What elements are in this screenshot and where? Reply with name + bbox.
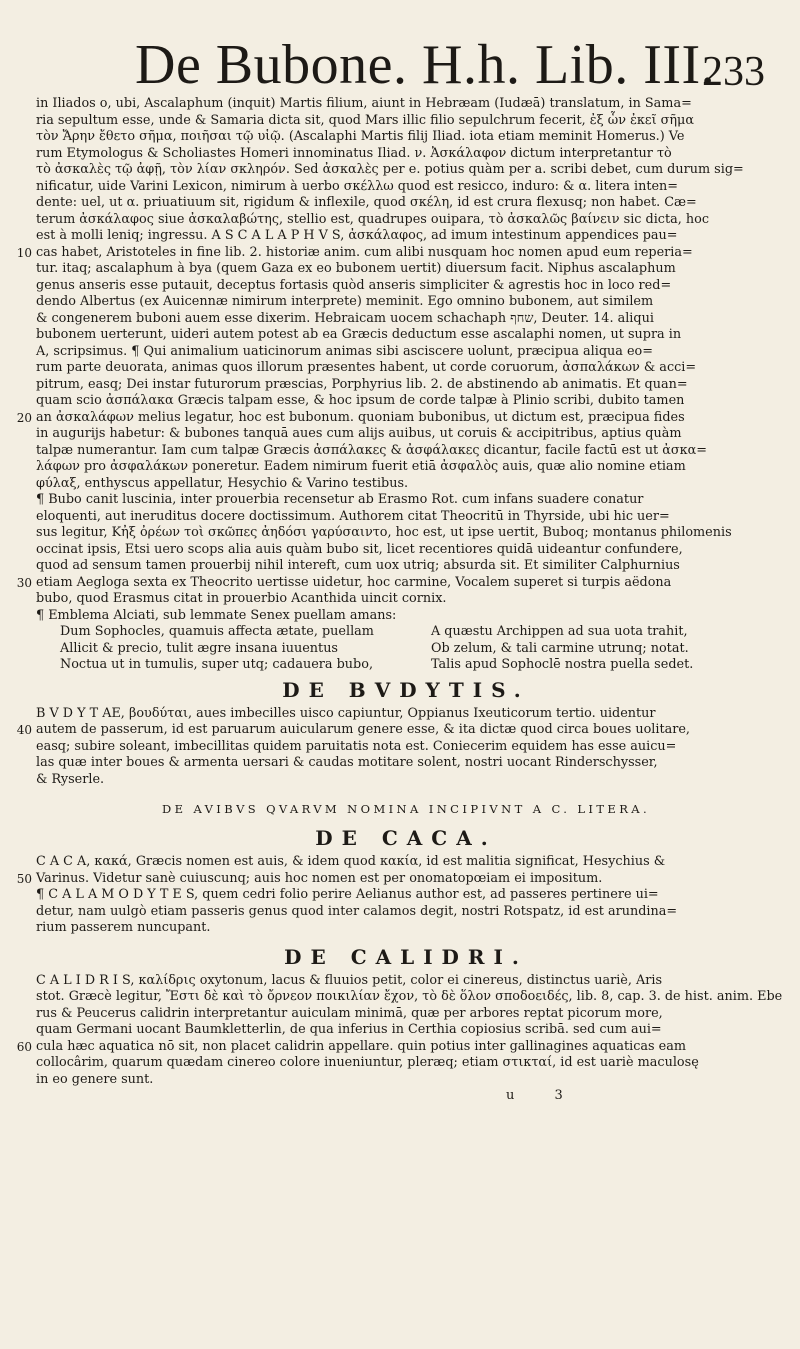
verse-line bbox=[36, 624, 776, 641]
text-line bbox=[36, 706, 776, 723]
verse-left: Noctua ut in tumulis, super utq; cadauera bubo, bbox=[60, 657, 374, 672]
line-text: τὸ ἀσκαλὲς τῷ ἀφῇ, τὸν λίαν σκληρόν. Sed ἀσκαλὲς per e. potius quàm per a. scribi debet, cum durum sig= bbox=[36, 162, 744, 177]
line-text: & Ryserle. bbox=[36, 771, 105, 787]
line-number: 60 bbox=[16, 1039, 32, 1054]
line-text: eloquenti, aut ineruditus docere doctissimum. Authorem citat Theocritū in Thyrside, ubi hic uer= bbox=[36, 508, 670, 524]
text-line bbox=[36, 294, 776, 311]
line-text: dente: uel, ut α. priuatiuum sit, rigidum & inflexile, quod σκέλη, id est crura flexusq; non habet. Cæ= bbox=[36, 195, 697, 210]
verse-right: Talis apud Sophoclē nostra puella sedet. bbox=[431, 657, 694, 672]
line-text: ¶ Bubo canit luscinia, inter prouerbia recensetur ab Erasmo Rot. cum infans suadere conatur bbox=[36, 492, 644, 507]
text-line bbox=[36, 887, 776, 904]
line-text: in augurijs habetur: & bubones tanquā aues cum alijs auibus, ut coruis & accipitribus, aptius quàm bbox=[36, 426, 682, 441]
line-text: Varinus. Videtur sanè cuiuscunq; auis hoc nomen est per onomatopœiam ei impositum. bbox=[36, 870, 603, 886]
text-line bbox=[36, 311, 776, 328]
signature-line bbox=[36, 1088, 776, 1105]
text-line bbox=[36, 228, 776, 245]
line-text: ria sepultum esse, unde & Samaria dicta sit, quod Mars illic filio sepulchrum fecerit, ἐξ ὧν ἐκεῖ σῆμα bbox=[36, 112, 695, 128]
line-text: C A C A, κακά, Græcis nomen est auis, & idem quod κακία, id est malitia significat, Hesychius & bbox=[36, 854, 666, 869]
line-text: B V D Y T AE, βουδύται, aues imbecilles uisco capiuntur, Oppianus Ixeuticorum tertio. uidentur bbox=[36, 705, 656, 721]
line-text: dendo Albertus (ex Auicennæ nimirum interprete) meminit. Ego omnino bubonem, aut similem bbox=[36, 294, 654, 309]
line-text: in Iliados o, ubi, Ascalaphum (inquit) Martis filium, aiunt in Hebræam (Iudæā) translatum, in Sama= bbox=[36, 96, 692, 111]
line-text: stot. Græcè legitur, Ἔστι δὲ καὶ τὸ ὄρνεον ποικιλίαν ἔχον, τὸ δὲ ὅλον σποδοειδές, lib. 8, cap. 3. de hist. anim. Ebe bbox=[36, 989, 783, 1004]
line-text: rus & Peucerus calidrin interpretantur auiculam minimā, quæ per arbores reptat picorum more, bbox=[36, 1005, 663, 1021]
running-head: De Bubone. H.h. Lib. III. bbox=[135, 34, 716, 96]
text-line bbox=[36, 989, 783, 1006]
verse-right: Ob zelum, & tali carmine utrunq; notat. bbox=[431, 640, 689, 656]
text-line bbox=[36, 360, 776, 377]
text-line bbox=[36, 146, 776, 163]
line-text: ¶ Emblema Alciati, sub lemmate Senex puellam amans: bbox=[36, 607, 397, 623]
line-text: est à molli leniq; ingressu. A S C A L A P H V S, ἀσκάλαφος, ad imum intestinum appendices pau= bbox=[36, 228, 678, 243]
text-line bbox=[16, 1038, 776, 1056]
verse-line bbox=[36, 641, 776, 658]
text-line bbox=[36, 755, 776, 772]
verse-left: Dum Sophocles, quamuis affecta ætate, puellam bbox=[60, 624, 374, 639]
text-line bbox=[36, 179, 776, 196]
text-line bbox=[36, 162, 776, 179]
line-text: etiam Aegloga sexta ex Theocrito uertisse uidetur, hoc carmine, Vocalem superet si turpis aëdona bbox=[36, 574, 672, 590]
heading-budytis: DE BVDYTIS. bbox=[282, 677, 530, 702]
text-line bbox=[36, 920, 776, 937]
text-line bbox=[36, 1006, 776, 1023]
line-number: 50 bbox=[16, 871, 32, 886]
line-text: autem de passerum, id est paruarum auicularum genere esse, & ita dictæ quod circa boues uolitare, bbox=[36, 722, 690, 737]
line-number: 10 bbox=[16, 245, 32, 260]
text-line bbox=[36, 476, 776, 493]
text-line bbox=[36, 261, 776, 278]
section-budytis bbox=[16, 705, 776, 789]
heading-calidri: DE CALIDRI. bbox=[284, 944, 528, 969]
text-line bbox=[36, 1072, 776, 1089]
text-line bbox=[16, 574, 776, 592]
text-line bbox=[36, 739, 776, 756]
line-text: A, scripsimus. ¶ Qui animalium uaticinorum animas sibi asciscere uolunt, præcipua aliqua eo= bbox=[36, 343, 653, 359]
text-line bbox=[36, 459, 776, 476]
line-text: terum ἀσκάλαφος siue ἀσκαλαβώτης, stellio est, quadrupes ouipara, τὸ ἀσκαλῶς βαίνειν sic dicta, hoc bbox=[36, 211, 709, 227]
text-line bbox=[36, 904, 776, 921]
text-line bbox=[36, 542, 776, 559]
verse-left: Allicit & precio, tulit ægre insana iuuentus bbox=[60, 640, 339, 656]
line-text: τὸν Ἄρην ἔθετο σῆμα, ποιῆσαι τῷ υἱῷ. (Ascalaphi Martis filij Iliad. iota etiam meminit Homerus.) Ve bbox=[36, 129, 685, 144]
text-line bbox=[36, 195, 776, 212]
text-line bbox=[36, 113, 776, 130]
line-text: pitrum, easq; Dei instar futurorum præscias, Porphyrius lib. 2. de abstinendo ab animatis. Et quan= bbox=[36, 376, 688, 392]
line-text: easq; subire soleant, imbecillitas quidem paruitatis nota est. Coniecerim equidem has esse auicu= bbox=[36, 738, 677, 754]
line-text: λάφων pro ἀσφαλάκων poneretur. Eadem nimirum fuerit etiā ἀσφαλὸς auis, quæ alio nomine etiam bbox=[36, 459, 686, 474]
subheading-avibus-c: DE AVIBVS QVARVM NOMINA INCIPIVNT A C. LITERA. bbox=[161, 802, 651, 816]
line-text: occinat ipsis, Etsi uero scops alia auis quàm bubo sit, licet recentiores quidā uideantur confundere, bbox=[36, 541, 683, 557]
text-line bbox=[36, 509, 776, 526]
line-text: bubo, quod Erasmus citat in prouerbio Acanthida uincit cornix. bbox=[36, 591, 447, 606]
section-ascalaphus bbox=[16, 96, 776, 492]
text-line bbox=[36, 1055, 776, 1072]
text-line bbox=[36, 492, 776, 509]
verse-emblem bbox=[36, 624, 776, 674]
page-header bbox=[135, 35, 775, 95]
line-number: 30 bbox=[16, 575, 32, 590]
text-line bbox=[16, 870, 776, 888]
signature-mark: u 3 bbox=[506, 1088, 581, 1103]
line-text: an ἀσκαλάφων melius legatur, hoc est bubonum. quoniam bubonibus, ut dictum est, præcipua fides bbox=[36, 409, 685, 425]
text-line bbox=[16, 244, 776, 262]
text-line bbox=[36, 327, 776, 344]
text-line bbox=[36, 129, 776, 146]
text-line bbox=[36, 212, 776, 229]
text-line bbox=[36, 96, 776, 113]
text-line bbox=[36, 608, 776, 625]
text-line bbox=[16, 409, 776, 427]
line-text: detur, nam uulgò etiam passeris genus quod inter calamos degit, nostri Rotspatz, id est arundina= bbox=[36, 903, 678, 919]
line-text: φύλαξ, enthyscus appellatur, Hesychio & Varino testibus. bbox=[36, 475, 409, 491]
line-text: bubonem uerterunt, uideri autem potest ab ea Græcis deductum esse ascalaphi nomen, ut supra in bbox=[36, 327, 682, 342]
line-text: rum parte deuorata, animas quos illorum præsentes habent, ut corde coruorum, ἀσπαλάκων & acci= bbox=[36, 360, 697, 375]
section-bubo-proverb bbox=[16, 492, 776, 624]
line-text: nificatur, uide Varini Lexicon, nimirum à uerbo σκέλλω quod est resicco, induro: & α. litera inten= bbox=[36, 178, 679, 194]
line-text: C A L I D R I S, καλίδρις oxytonum, lacus & fluuios petit, color ei cinereus, distinctus uariè, Aris bbox=[36, 972, 663, 988]
verse-line bbox=[36, 657, 776, 674]
line-text: collocârim, quarum quædam cinereo colore inueniuntur, pleræq; etiam στικταί, id est uariè maculosę bbox=[36, 1055, 699, 1070]
heading-caca: DE CACA. bbox=[315, 826, 497, 850]
line-text: cas habet, Aristoteles in fine lib. 2. historiæ anim. cum alibi nusquam hoc nomen apud eum reperia= bbox=[36, 244, 693, 260]
text-line bbox=[36, 377, 776, 394]
section-caca bbox=[16, 854, 776, 937]
verse-right: A quæstu Archippen ad sua uota trahit, bbox=[431, 624, 688, 639]
text-line bbox=[36, 558, 776, 575]
line-text: ¶ C A L A M O D Y T E S, quem cedri folio perire Aelianus author est, ad passeres pertinere ui= bbox=[36, 887, 659, 902]
text-line bbox=[36, 443, 776, 460]
line-text: in eo genere sunt. bbox=[36, 1071, 154, 1087]
main-text bbox=[16, 96, 783, 1105]
line-text: sus legitur, Κἠξ ὀρέων τοὶ σκῶπες ἀηδόσι γαρύσαιντο, hoc est, ut ipse uertit, Buboq; montanus philomenis bbox=[36, 525, 732, 540]
text-line bbox=[36, 278, 776, 295]
text-line bbox=[36, 344, 776, 361]
text-line bbox=[36, 426, 776, 443]
line-text: genus anseris esse putauit, deceptus fortasis quòd anseris simpliciter & agrestis hoc in loco red= bbox=[36, 277, 672, 293]
text-line bbox=[36, 772, 776, 789]
line-text: las quæ inter boues & armenta uersari & caudas motitare solent, nostri uocant Rinderschysser, bbox=[36, 755, 658, 770]
section-calidri bbox=[16, 972, 783, 1089]
line-text: quam scio ἀσπάλακα Græcis talpam esse, & hoc ipsum de corde talpæ à Plinio scribi, dubito tamen bbox=[36, 393, 685, 408]
text-line bbox=[16, 722, 776, 739]
text-line bbox=[36, 525, 776, 542]
page-number: 233 bbox=[702, 49, 765, 95]
line-text: quam Germani uocant Baumkletterlin, de qua inferius in Certhia copiosius scribā. sed cum aui= bbox=[36, 1022, 662, 1037]
line-text: tur. itaq; ascalaphum à bya (quem Gaza ex eo bubonem uertit) diuersum facit. Niphus ascalaphum bbox=[36, 261, 676, 276]
line-text: talpæ numerantur. Iam cum talpæ Græcis ἀσπάλακες & ἀσφάλακες dicantur, facile factū est ut ἀσκα= bbox=[36, 442, 708, 458]
line-number: 40 bbox=[16, 723, 32, 737]
line-text: cula hæc aquatica nō sit, non placet calidrin appellare. quin potius inter gallinagines aquaticas eam bbox=[36, 1038, 686, 1054]
line-text: rium passerem nuncupant. bbox=[36, 920, 211, 935]
line-number: 20 bbox=[16, 410, 32, 425]
line-text: & congenerem buboni auem esse dixerim. Hebraicam uocem schachaph שחף, Deuter. 14. aliqui bbox=[36, 310, 654, 326]
text-line bbox=[36, 973, 776, 990]
text-line bbox=[36, 591, 776, 608]
text-line bbox=[36, 1022, 776, 1039]
text-line bbox=[36, 854, 776, 871]
text-line bbox=[36, 393, 776, 410]
line-text: rum Etymologus & Scholiastes Homeri innominatus Iliad. ν. Ἀσκάλαφον dictum interpretantur τὸ bbox=[36, 145, 672, 161]
line-text: quod ad sensum tamen prouerbij nihil intereft, cum uox utriq; absurda sit. Et similiter Calphurnius bbox=[36, 558, 680, 573]
